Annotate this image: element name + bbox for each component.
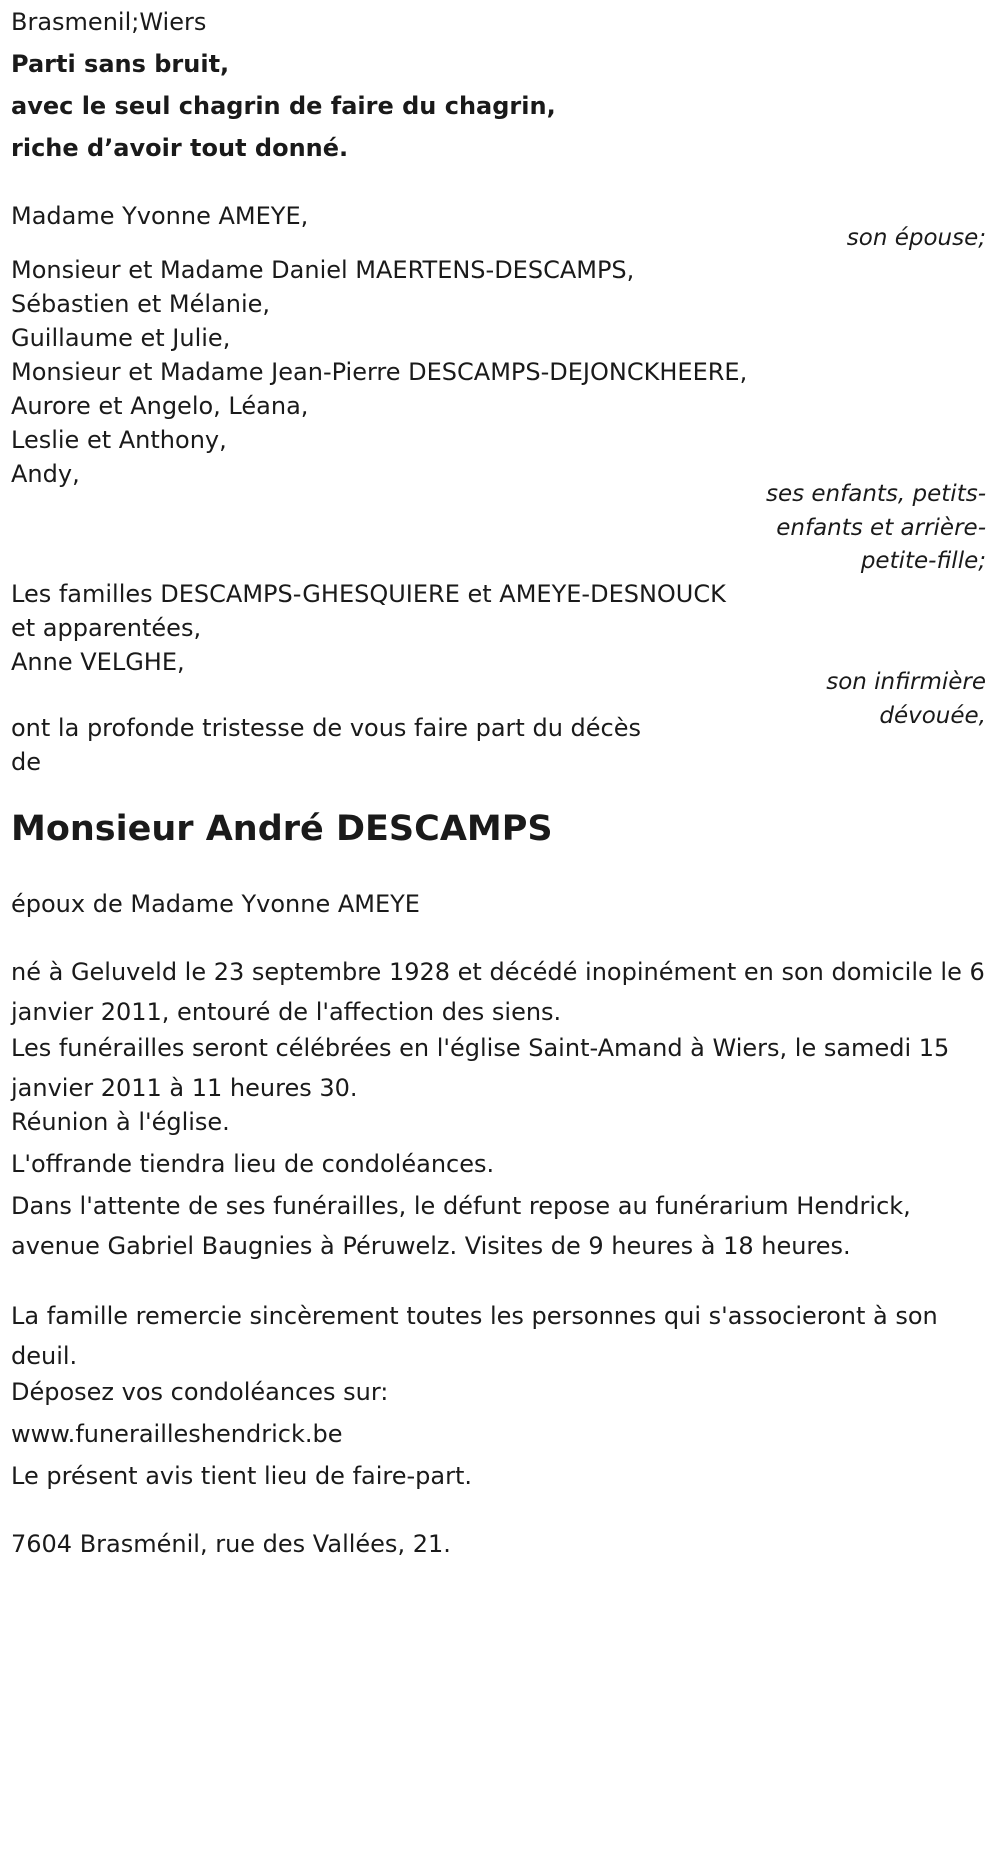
detail-paragraph: né à Geluveld le 23 septembre 1928 et décédé inopinément en son domicile le 6 janvier 2011, entouré de l'affection des siens. — [11, 958, 985, 1026]
poem-line: riche d’avoir tout donné. — [11, 134, 349, 162]
detail-paragraph: Les funérailles seront célébrées en l'église Saint-Amand à Wiers, le samedi 15 janvier 2011 à 11 heures 30. — [11, 1034, 950, 1102]
family-member: Monsieur et Madame Jean-Pierre DESCAMPS-DEJONCKHEERE, — [11, 358, 748, 386]
family-member: Anne VELGHE, — [11, 648, 185, 676]
family-member: Monsieur et Madame Daniel MAERTENS-DESCAMPS, — [11, 256, 635, 284]
deceased-spouse: époux de Madame Yvonne AMEYE — [11, 890, 420, 918]
spouse-name: Madame Yvonne AMEYE, — [11, 202, 309, 230]
header-location: Brasmenil;Wiers — [11, 8, 207, 36]
condolence-website: www.funerailleshendrick.be — [11, 1420, 343, 1448]
family-member: Leslie et Anthony, — [11, 426, 227, 454]
poem-line: avec le seul chagrin de faire du chagrin, — [11, 92, 556, 120]
announcement-line: de — [11, 748, 41, 776]
address: 7604 Brasménil, rue des Vallées, 21. — [11, 1530, 451, 1558]
detail-paragraph: La famille remercie sincèrement toutes les personnes qui s'associeront à son deuil. — [11, 1302, 938, 1370]
spouse-role: son épouse; — [846, 225, 986, 251]
children-role: ses enfants, petits- — [765, 481, 986, 507]
deceased-name: Monsieur André DESCAMPS — [11, 809, 553, 849]
family-member: Aurore et Angelo, Léana, — [11, 392, 309, 420]
family-member: Les familles DESCAMPS-GHESQUIERE et AMEYE-DESNOUCK — [11, 580, 726, 608]
detail-paragraph: Réunion à l'église. — [11, 1108, 230, 1136]
nurse-role: son infirmière — [826, 669, 986, 695]
family-member: Andy, — [11, 460, 80, 488]
detail-paragraph: Dans l'attente de ses funérailles, le défunt repose au funérarium Hendrick, avenue Gabriel Baugnies à Péruwelz. Visites de 9 heures à 18 heures. — [11, 1192, 911, 1260]
children-role: enfants et arrière- — [776, 515, 986, 541]
nurse-role: dévouée, — [879, 703, 986, 729]
family-member: Guillaume et Julie, — [11, 324, 231, 352]
family-member: et apparentées, — [11, 614, 202, 642]
family-member: Sébastien et Mélanie, — [11, 290, 271, 318]
detail-paragraph: L'offrande tiendra lieu de condoléances. — [11, 1150, 495, 1178]
detail-paragraph: Déposez vos condoléances sur: — [11, 1378, 389, 1406]
children-role: petite-fille; — [860, 548, 986, 574]
poem-line: Parti sans bruit, — [11, 50, 230, 78]
detail-paragraph: Le présent avis tient lieu de faire-part. — [11, 1462, 473, 1490]
announcement-line: ont la profonde tristesse de vous faire part du décès — [11, 714, 641, 742]
